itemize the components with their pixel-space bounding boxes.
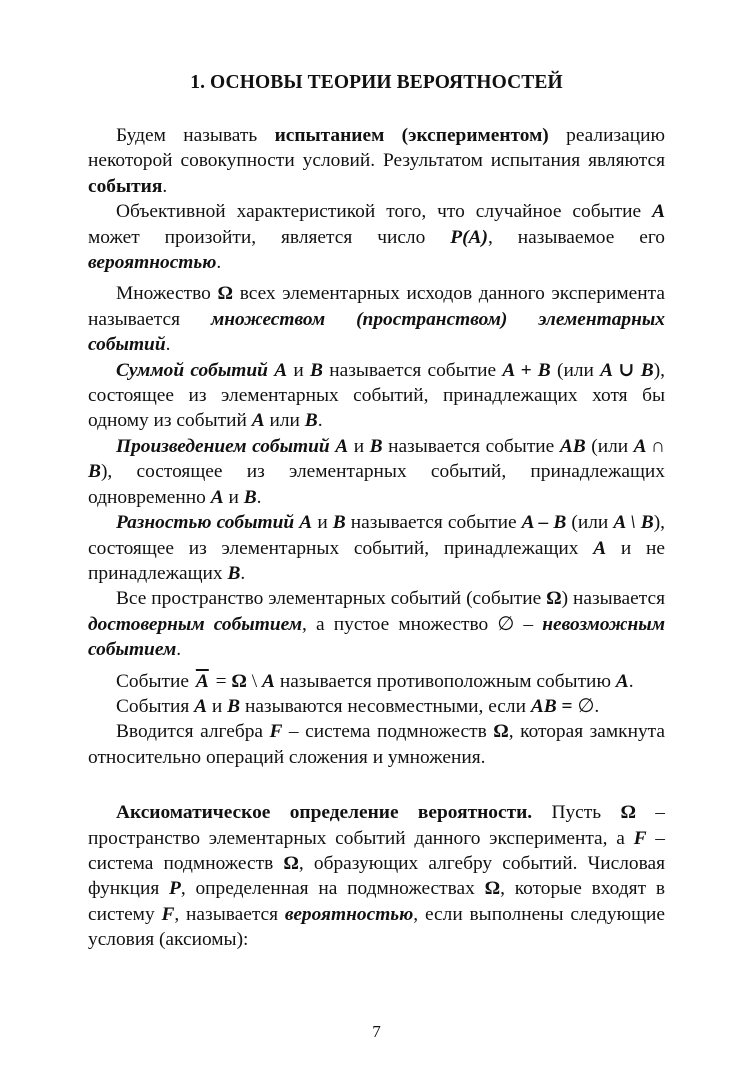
empty-set-symbol: ∅ xyxy=(497,613,515,635)
paragraph-trial-definition: Будем называть испытанием (экспериментом) реализацию некоторой совокупности условий. Результатом испытания являются события. xyxy=(88,125,665,197)
complement-A-symbol: $\overline{A}$ xyxy=(195,670,209,692)
paragraph-axiomatic-definition: Аксиоматическое определение вероятности. Пусть Ω – пространство элементарных событий данного эксперимента, а F – система подмножеств Ω, образующих алгебру событий. Числовая функция P, определенная на подмножествах Ω, которые входят в систему F, называется вероятностью, если выполнены следующие условия (аксиомы): xyxy=(88,802,666,951)
paragraph-complement: Событие $\overline{A} = \Omega$ \ A называется противоположным событию A. xyxy=(116,670,634,692)
axiomatic-heading: Аксиоматическое определение вероятности. xyxy=(116,802,533,824)
paragraph-algebra: Вводится алгебра F – система подмножеств Ω, которая замкнута относительно операций сложения и умножения. xyxy=(88,721,665,768)
section-title: 1. ОСНОВЫ ТЕОРИИ ВЕРОЯТНОСТЕЙ xyxy=(190,72,563,93)
paragraph-sample-space: Множество Ω всех элементарных исходов данного эксперимента называется множеством (пространством) элементарных событий. xyxy=(88,283,665,356)
spacer xyxy=(88,770,665,800)
paragraph-incompatible: События A и B называются несовместными, если AB = ∅. xyxy=(116,695,600,717)
paragraph-probability-intro: Объективной характеристикой того, что случайное событие A может произойти, является число P(A), называемое его вероятностью. xyxy=(88,201,665,274)
paragraph-product-of-events: Произведением событий A и B называется событие AB (или A ∩ B), состоящее из элементарных событий, принадлежащих одновременно A и B. xyxy=(88,435,665,508)
paragraph-certain-impossible: Все пространство элементарных событий (событие Ω) называется достоверным событием, а пустое множество ∅ – невозможным событием. xyxy=(88,588,666,661)
empty-set-symbol: ∅ xyxy=(577,695,595,717)
body-text xyxy=(88,123,665,953)
paragraph-difference-of-events: Разностью событий A и B называется событие A – B (или A \ B), состоящее из элементарных событий, принадлежащих A и не принадлежащих B. xyxy=(88,512,665,584)
page-number: 7 xyxy=(372,1022,381,1041)
paragraph-sum-of-events: Суммой событий A и B называется событие A + B (или A ∪ B), состоящее из элементарных событий, принадлежащих хотя бы одному из событий A или B. xyxy=(88,359,665,432)
